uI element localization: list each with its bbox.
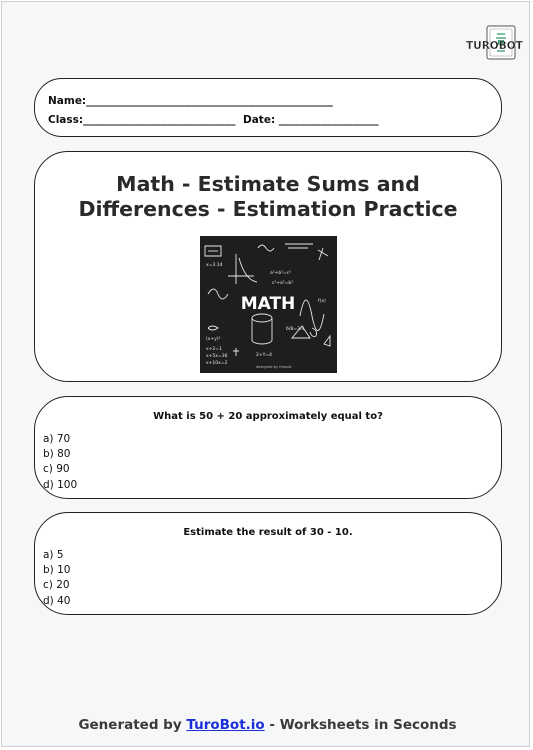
worksheet-title bbox=[35, 172, 501, 222]
class-field[interactable]: Class:_____________________________ bbox=[48, 114, 236, 126]
svg-text:6/8=3/4: 6/8=3/4 bbox=[286, 327, 305, 332]
option-d[interactable]: d) 100 bbox=[43, 478, 78, 491]
date-field[interactable]: Date: ___________________ bbox=[243, 114, 379, 126]
option-b[interactable]: b) 10 bbox=[43, 564, 71, 577]
svg-text:x+10x=2: x+10x=2 bbox=[206, 361, 228, 366]
math-chalkboard-image bbox=[200, 236, 337, 373]
footer bbox=[2, 717, 533, 733]
svg-text:f(x): f(x) bbox=[318, 299, 326, 304]
title-line-2: Differences - Estimation Practice bbox=[78, 197, 458, 221]
option-c[interactable]: c) 90 bbox=[43, 463, 70, 476]
option-b[interactable]: b) 80 bbox=[43, 448, 71, 461]
answer-options bbox=[43, 548, 70, 609]
option-a[interactable]: a) 5 bbox=[43, 549, 64, 561]
option-c[interactable]: c) 20 bbox=[43, 579, 70, 592]
svg-text:x+5x=36: x+5x=36 bbox=[206, 354, 228, 359]
answer-options bbox=[43, 432, 77, 493]
robot-logo-icon bbox=[465, 25, 523, 61]
question-text: Estimate the result of 30 - 10. bbox=[183, 527, 353, 538]
title-line-1: Math - Estimate Sums and bbox=[116, 172, 420, 196]
svg-text:x+2=1: x+2=1 bbox=[206, 347, 222, 352]
svg-text:x=3.14: x=3.14 bbox=[206, 263, 223, 268]
question-text: What is 50 + 20 approximately equal to? bbox=[153, 411, 383, 422]
svg-text:a²+b²=c²: a²+b²=c² bbox=[270, 271, 292, 276]
name-field[interactable]: Name:_______________________________________________ bbox=[48, 95, 333, 107]
math-word: MATH bbox=[240, 294, 296, 314]
turobot-link[interactable]: TuroBot.io bbox=[186, 717, 265, 733]
svg-text:c²+a²=b²: c²+a²=b² bbox=[272, 281, 294, 286]
svg-text:2+Y=4: 2+Y=4 bbox=[256, 353, 273, 358]
image-credit: designed by freepik bbox=[256, 365, 292, 369]
class-date-row bbox=[48, 114, 379, 126]
student-info-card bbox=[34, 78, 502, 137]
footer-prefix: Generated by bbox=[78, 717, 187, 733]
question-card-2 bbox=[34, 512, 502, 615]
logo-text: TUROBOT bbox=[466, 40, 523, 52]
option-a[interactable]: a) 70 bbox=[43, 433, 71, 445]
option-d[interactable]: d) 40 bbox=[43, 594, 71, 607]
title-card bbox=[34, 151, 502, 382]
question-card-1 bbox=[34, 396, 502, 499]
footer-suffix: - Worksheets in Seconds bbox=[264, 717, 457, 733]
svg-text:(x+y)²: (x+y)² bbox=[206, 337, 221, 342]
worksheet-page bbox=[1, 1, 530, 747]
